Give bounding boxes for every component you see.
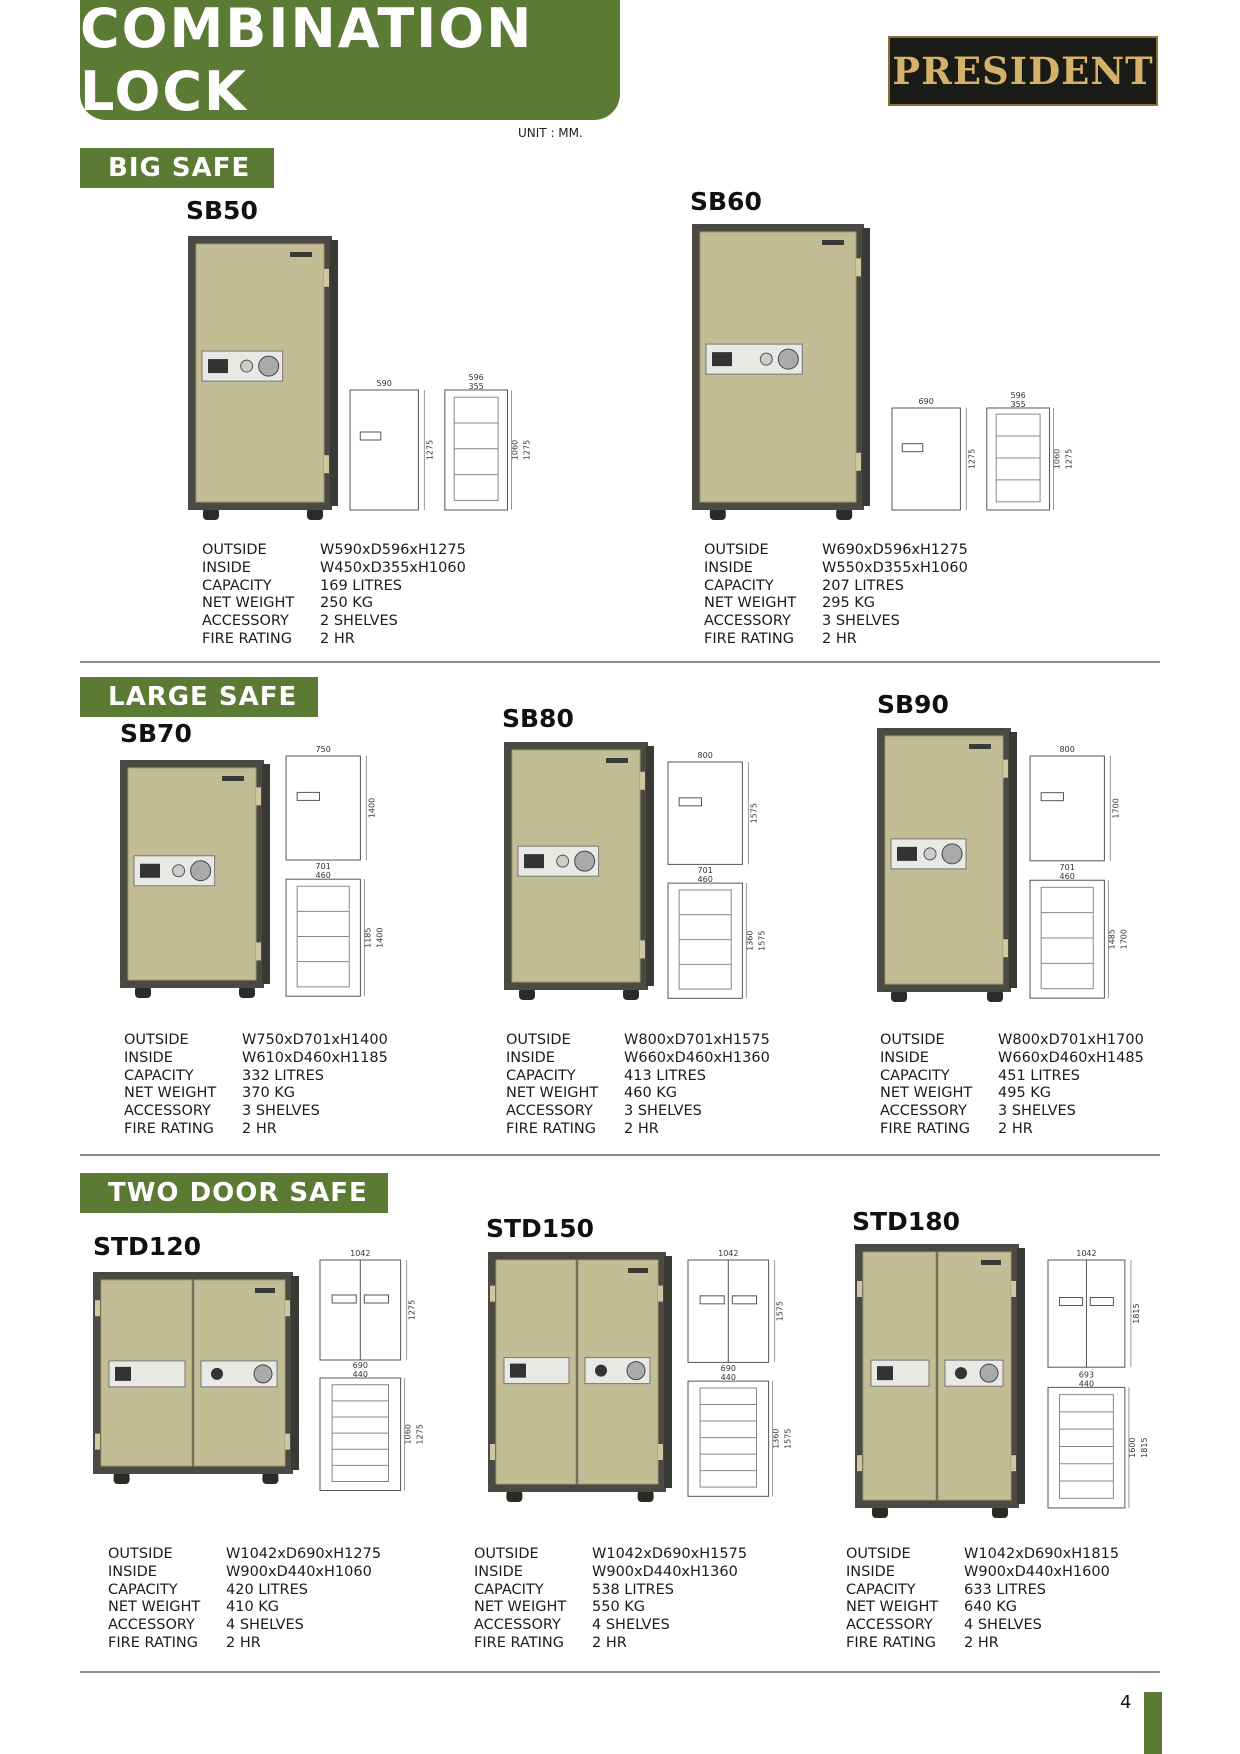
spec-value: 410 KG bbox=[226, 1599, 280, 1616]
height-dimension-label: 1275 bbox=[407, 1299, 417, 1321]
inner-height-dimension-label: 1485 bbox=[1107, 929, 1117, 950]
depth-dimension-label: 701 bbox=[1059, 863, 1075, 873]
spec-row bbox=[108, 1617, 381, 1635]
model-name: STD120 bbox=[93, 1232, 201, 1261]
spec-value: W590xD596xH1275 bbox=[320, 542, 466, 558]
section-divider bbox=[80, 1671, 1160, 1673]
spec-value: 2 HR bbox=[964, 1634, 999, 1651]
spec-label: INSIDE bbox=[506, 1049, 555, 1066]
safe-image bbox=[188, 236, 338, 522]
spec-label: NET WEIGHT bbox=[704, 595, 797, 612]
spec-value: W660xD460xH1360 bbox=[624, 1049, 770, 1066]
spec-row bbox=[880, 1068, 1144, 1086]
width-dimension-label: 1042 bbox=[718, 1249, 739, 1258]
spec-value: 550 KG bbox=[592, 1599, 646, 1616]
dimension-drawing bbox=[664, 750, 784, 1006]
inner-height-dimension-label: 1060 bbox=[1052, 448, 1062, 470]
spec-row bbox=[124, 1085, 388, 1103]
spec-row bbox=[124, 1121, 388, 1139]
inner-height-dimension-label: 1360 bbox=[771, 1428, 781, 1449]
spec-label: OUTSIDE bbox=[704, 542, 769, 558]
spec-value: 2 HR bbox=[226, 1634, 261, 1651]
product-photo bbox=[93, 1272, 299, 1490]
brand-logo-text: PRESIDENT bbox=[892, 49, 1154, 93]
spec-row bbox=[506, 1068, 770, 1086]
spec-row bbox=[506, 1085, 770, 1103]
spec-value: W1042xD690xH1815 bbox=[964, 1546, 1120, 1562]
spec-label: FIRE RATING bbox=[880, 1120, 970, 1137]
product-photo bbox=[504, 742, 654, 1006]
safe-image bbox=[877, 728, 1017, 1004]
technical-drawing bbox=[316, 1248, 446, 1502]
spec-row bbox=[846, 1582, 1119, 1600]
spec-label: ACCESSORY bbox=[474, 1617, 561, 1634]
spec-table bbox=[474, 1546, 747, 1653]
spec-value: W800xD701xH1700 bbox=[998, 1032, 1144, 1048]
model-name: STD180 bbox=[852, 1207, 960, 1236]
height-dimension-label: 1400 bbox=[375, 927, 385, 948]
technical-drawing bbox=[1026, 744, 1146, 1010]
spec-value: W610xD460xH1185 bbox=[242, 1049, 388, 1066]
spec-row bbox=[474, 1635, 747, 1653]
spec-value: W1042xD690xH1575 bbox=[592, 1546, 748, 1562]
spec-row bbox=[474, 1564, 747, 1582]
product-photo bbox=[120, 760, 270, 1004]
spec-row bbox=[506, 1050, 770, 1068]
page-number: 4 bbox=[1120, 1692, 1132, 1713]
spec-table bbox=[880, 1032, 1144, 1139]
spec-table bbox=[124, 1032, 388, 1139]
spec-label: CAPACITY bbox=[108, 1581, 178, 1598]
spec-label: OUTSIDE bbox=[474, 1546, 539, 1562]
spec-label: CAPACITY bbox=[474, 1581, 544, 1598]
height-dimension-label: 1275 bbox=[1064, 448, 1074, 470]
spec-value: 2 HR bbox=[998, 1120, 1033, 1137]
president-logo bbox=[888, 36, 1158, 106]
page-accent-bar bbox=[1144, 1692, 1162, 1754]
spec-row bbox=[704, 560, 968, 578]
spec-value: W750xD701xH1400 bbox=[242, 1032, 388, 1048]
spec-value: 2 HR bbox=[624, 1120, 659, 1137]
technical-drawing bbox=[1044, 1248, 1168, 1520]
spec-label: NET WEIGHT bbox=[846, 1599, 939, 1616]
model-name: SB70 bbox=[120, 719, 192, 748]
spec-row bbox=[202, 613, 466, 631]
spec-label: ACCESSORY bbox=[846, 1617, 933, 1634]
depth-dimension-label: 596 bbox=[1010, 391, 1026, 400]
height-dimension-label: 1575 bbox=[749, 803, 759, 824]
technical-drawing bbox=[684, 1248, 814, 1508]
spec-value: 633 LITRES bbox=[964, 1581, 1046, 1598]
spec-value: 207 LITRES bbox=[822, 577, 904, 594]
spec-row bbox=[846, 1564, 1119, 1582]
spec-label: ACCESSORY bbox=[124, 1103, 211, 1120]
spec-row bbox=[506, 1103, 770, 1121]
spec-value: 2 HR bbox=[822, 630, 857, 647]
model-name: STD150 bbox=[486, 1214, 594, 1243]
spec-label: FIRE RATING bbox=[846, 1634, 936, 1651]
technical-drawing bbox=[888, 388, 1078, 524]
dimension-drawing bbox=[1044, 1248, 1168, 1516]
spec-row bbox=[704, 613, 968, 631]
spec-value: W550xD355xH1060 bbox=[822, 559, 968, 576]
spec-value: 3 SHELVES bbox=[242, 1103, 320, 1120]
spec-value: 640 KG bbox=[964, 1599, 1018, 1616]
spec-label: OUTSIDE bbox=[880, 1032, 945, 1048]
inner-depth-dimension-label: 460 bbox=[697, 875, 713, 885]
spec-row bbox=[846, 1599, 1119, 1617]
spec-row bbox=[202, 560, 466, 578]
depth-dimension-label: 701 bbox=[315, 862, 331, 872]
spec-value: 332 LITRES bbox=[242, 1067, 324, 1084]
spec-label: CAPACITY bbox=[124, 1067, 194, 1084]
dimension-drawing bbox=[346, 370, 536, 520]
spec-row bbox=[124, 1032, 388, 1050]
spec-row bbox=[880, 1050, 1144, 1068]
spec-row bbox=[704, 595, 968, 613]
spec-label: NET WEIGHT bbox=[202, 595, 295, 612]
spec-value: 451 LITRES bbox=[998, 1067, 1080, 1084]
two-door-safe-image bbox=[855, 1244, 1025, 1520]
spec-value: 2 SHELVES bbox=[320, 613, 398, 630]
model-name: SB80 bbox=[502, 704, 574, 733]
spec-label: FIRE RATING bbox=[506, 1120, 596, 1137]
height-dimension-label: 1400 bbox=[367, 797, 377, 819]
spec-label: CAPACITY bbox=[202, 577, 272, 594]
product-photo bbox=[488, 1252, 672, 1508]
height-dimension-label: 1815 bbox=[1131, 1303, 1141, 1324]
product-photo bbox=[855, 1244, 1025, 1524]
spec-label: ACCESSORY bbox=[704, 613, 791, 630]
spec-row bbox=[202, 542, 466, 560]
inner-height-dimension-label: 1060 bbox=[403, 1424, 413, 1445]
spec-value: 4 SHELVES bbox=[226, 1617, 304, 1634]
spec-row bbox=[846, 1617, 1119, 1635]
spec-label: CAPACITY bbox=[704, 577, 774, 594]
spec-label: INSIDE bbox=[474, 1563, 523, 1580]
spec-label: CAPACITY bbox=[506, 1067, 576, 1084]
inner-height-dimension-label: 1185 bbox=[363, 927, 373, 948]
spec-label: ACCESSORY bbox=[108, 1617, 195, 1634]
two-door-safe-image bbox=[93, 1272, 299, 1486]
spec-label: OUTSIDE bbox=[846, 1546, 911, 1562]
spec-value: 2 HR bbox=[592, 1634, 627, 1651]
spec-row bbox=[202, 595, 466, 613]
spec-label: NET WEIGHT bbox=[124, 1085, 217, 1102]
height-dimension-label: 1275 bbox=[425, 439, 435, 461]
spec-row bbox=[846, 1546, 1119, 1564]
spec-label: INSIDE bbox=[124, 1049, 173, 1066]
spec-row bbox=[474, 1617, 747, 1635]
spec-row bbox=[880, 1085, 1144, 1103]
section-divider bbox=[80, 661, 1160, 663]
model-name: SB90 bbox=[877, 690, 949, 719]
spec-label: OUTSIDE bbox=[202, 542, 267, 558]
depth-dimension-label: 596 bbox=[468, 373, 484, 382]
spec-row bbox=[108, 1546, 381, 1564]
two-door-safe-image bbox=[488, 1252, 672, 1504]
spec-table bbox=[704, 542, 968, 649]
spec-label: FIRE RATING bbox=[124, 1120, 214, 1137]
spec-label: NET WEIGHT bbox=[108, 1599, 201, 1616]
inner-depth-dimension-label: 460 bbox=[1059, 872, 1075, 882]
dimension-drawing bbox=[282, 744, 402, 1004]
safe-image bbox=[120, 760, 270, 1000]
depth-dimension-label: 690 bbox=[720, 1364, 736, 1374]
height-dimension-label: 1575 bbox=[783, 1428, 793, 1449]
height-dimension-label: 1275 bbox=[415, 1424, 425, 1445]
spec-value: 3 SHELVES bbox=[998, 1103, 1076, 1120]
spec-label: INSIDE bbox=[846, 1563, 895, 1580]
spec-label: FIRE RATING bbox=[108, 1634, 198, 1651]
inner-depth-dimension-label: 440 bbox=[720, 1373, 736, 1383]
spec-value: W800xD701xH1575 bbox=[624, 1032, 770, 1048]
spec-value: W660xD460xH1485 bbox=[998, 1049, 1144, 1066]
spec-row bbox=[506, 1032, 770, 1050]
spec-label: INSIDE bbox=[880, 1049, 929, 1066]
spec-value: 4 SHELVES bbox=[964, 1617, 1042, 1634]
spec-value: W690xD596xH1275 bbox=[822, 542, 968, 558]
height-dimension-label: 1275 bbox=[967, 448, 977, 470]
width-dimension-label: 1042 bbox=[350, 1249, 371, 1258]
spec-value: W900xD440xH1060 bbox=[226, 1563, 372, 1580]
spec-label: ACCESSORY bbox=[202, 613, 289, 630]
spec-value: 250 KG bbox=[320, 595, 374, 612]
safe-image bbox=[692, 224, 870, 522]
spec-row bbox=[124, 1050, 388, 1068]
product-photo bbox=[692, 224, 870, 526]
technical-drawing bbox=[282, 744, 402, 1008]
spec-row bbox=[846, 1635, 1119, 1653]
inner-depth-dimension-label: 460 bbox=[315, 871, 331, 881]
inner-height-dimension-label: 1360 bbox=[745, 930, 755, 951]
spec-table bbox=[202, 542, 466, 649]
spec-row bbox=[474, 1546, 747, 1564]
spec-value: 420 LITRES bbox=[226, 1581, 308, 1598]
spec-value: 413 LITRES bbox=[624, 1067, 706, 1084]
spec-label: NET WEIGHT bbox=[474, 1599, 567, 1616]
page-header-tab bbox=[80, 0, 620, 123]
width-dimension-label: 590 bbox=[376, 379, 392, 388]
spec-value: 3 SHELVES bbox=[822, 613, 900, 630]
inner-height-dimension-label: 1600 bbox=[1127, 1437, 1137, 1458]
section-divider bbox=[80, 1154, 1160, 1156]
width-dimension-label: 750 bbox=[315, 745, 331, 754]
spec-row bbox=[880, 1103, 1144, 1121]
page-title: COMBINATION LOCK bbox=[80, 0, 534, 123]
model-name: SB60 bbox=[690, 187, 762, 216]
spec-table bbox=[846, 1546, 1119, 1653]
height-dimension-label: 1700 bbox=[1111, 798, 1121, 819]
depth-dimension-label: 701 bbox=[697, 866, 713, 876]
model-name: SB50 bbox=[186, 196, 258, 225]
product-photo bbox=[188, 236, 338, 526]
height-dimension-label: 1700 bbox=[1119, 929, 1129, 950]
spec-row bbox=[108, 1564, 381, 1582]
spec-row bbox=[506, 1121, 770, 1139]
inner-depth-dimension-label: 355 bbox=[1010, 400, 1026, 409]
spec-label: INSIDE bbox=[704, 559, 753, 576]
width-dimension-label: 800 bbox=[1059, 745, 1075, 754]
spec-label: OUTSIDE bbox=[506, 1032, 571, 1048]
spec-row bbox=[108, 1582, 381, 1600]
dimension-drawing bbox=[888, 388, 1078, 520]
spec-label: ACCESSORY bbox=[880, 1103, 967, 1120]
spec-label: FIRE RATING bbox=[474, 1634, 564, 1651]
spec-value: 538 LITRES bbox=[592, 1581, 674, 1598]
spec-row bbox=[704, 631, 968, 649]
section-label-two-door-safe: TWO DOOR SAFE bbox=[80, 1173, 388, 1213]
safe-image bbox=[504, 742, 654, 1002]
spec-value: W1042xD690xH1275 bbox=[226, 1546, 382, 1562]
spec-row bbox=[474, 1599, 747, 1617]
spec-value: 460 KG bbox=[624, 1085, 678, 1102]
spec-row bbox=[704, 578, 968, 596]
spec-label: CAPACITY bbox=[846, 1581, 916, 1598]
spec-row bbox=[880, 1121, 1144, 1139]
spec-label: FIRE RATING bbox=[704, 630, 794, 647]
width-dimension-label: 690 bbox=[918, 397, 934, 406]
product-photo bbox=[877, 728, 1017, 1008]
spec-label: NET WEIGHT bbox=[880, 1085, 973, 1102]
depth-dimension-label: 693 bbox=[1078, 1370, 1095, 1380]
spec-label: CAPACITY bbox=[880, 1067, 950, 1084]
spec-value: 370 KG bbox=[242, 1085, 296, 1102]
spec-value: 295 KG bbox=[822, 595, 876, 612]
height-dimension-label: 1575 bbox=[775, 1301, 785, 1322]
technical-drawing bbox=[346, 370, 536, 524]
inner-depth-dimension-label: 440 bbox=[352, 1370, 368, 1379]
dimension-drawing bbox=[1026, 744, 1146, 1006]
width-dimension-label: 800 bbox=[697, 751, 713, 760]
spec-value: W900xD440xH1600 bbox=[964, 1563, 1110, 1580]
spec-row bbox=[124, 1103, 388, 1121]
inner-height-dimension-label: 1060 bbox=[510, 439, 520, 461]
dimension-drawing bbox=[316, 1248, 446, 1498]
unit-note: UNIT : MM. bbox=[518, 126, 583, 140]
spec-row bbox=[474, 1582, 747, 1600]
height-dimension-label: 1575 bbox=[757, 930, 767, 951]
section-label-big-safe: BIG SAFE bbox=[80, 148, 274, 188]
spec-label: ACCESSORY bbox=[506, 1103, 593, 1120]
spec-table bbox=[506, 1032, 770, 1139]
spec-row bbox=[202, 578, 466, 596]
spec-label: OUTSIDE bbox=[108, 1546, 173, 1562]
spec-row bbox=[108, 1635, 381, 1653]
spec-label: OUTSIDE bbox=[124, 1032, 189, 1048]
width-dimension-label: 1042 bbox=[1076, 1249, 1097, 1258]
spec-value: W450xD355xH1060 bbox=[320, 559, 466, 576]
spec-value: 2 HR bbox=[242, 1120, 277, 1137]
spec-value: 2 HR bbox=[320, 630, 355, 647]
spec-value: 3 SHELVES bbox=[624, 1103, 702, 1120]
spec-row bbox=[880, 1032, 1144, 1050]
spec-value: 495 KG bbox=[998, 1085, 1052, 1102]
spec-row bbox=[202, 631, 466, 649]
dimension-drawing bbox=[684, 1248, 814, 1504]
spec-label: INSIDE bbox=[108, 1563, 157, 1580]
spec-row bbox=[108, 1599, 381, 1617]
spec-row bbox=[124, 1068, 388, 1086]
inner-depth-dimension-label: 355 bbox=[468, 382, 484, 391]
section-label-large-safe: LARGE SAFE bbox=[80, 677, 318, 717]
spec-table bbox=[108, 1546, 381, 1653]
depth-dimension-label: 690 bbox=[352, 1361, 368, 1370]
spec-value: 169 LITRES bbox=[320, 577, 402, 594]
technical-drawing bbox=[664, 750, 784, 1010]
spec-label: INSIDE bbox=[202, 559, 251, 576]
spec-row bbox=[704, 542, 968, 560]
spec-value: W900xD440xH1360 bbox=[592, 1563, 738, 1580]
spec-label: NET WEIGHT bbox=[506, 1085, 599, 1102]
spec-value: 4 SHELVES bbox=[592, 1617, 670, 1634]
inner-depth-dimension-label: 440 bbox=[1078, 1379, 1095, 1389]
height-dimension-label: 1275 bbox=[522, 439, 532, 461]
height-dimension-label: 1815 bbox=[1139, 1437, 1149, 1458]
spec-label: FIRE RATING bbox=[202, 630, 292, 647]
